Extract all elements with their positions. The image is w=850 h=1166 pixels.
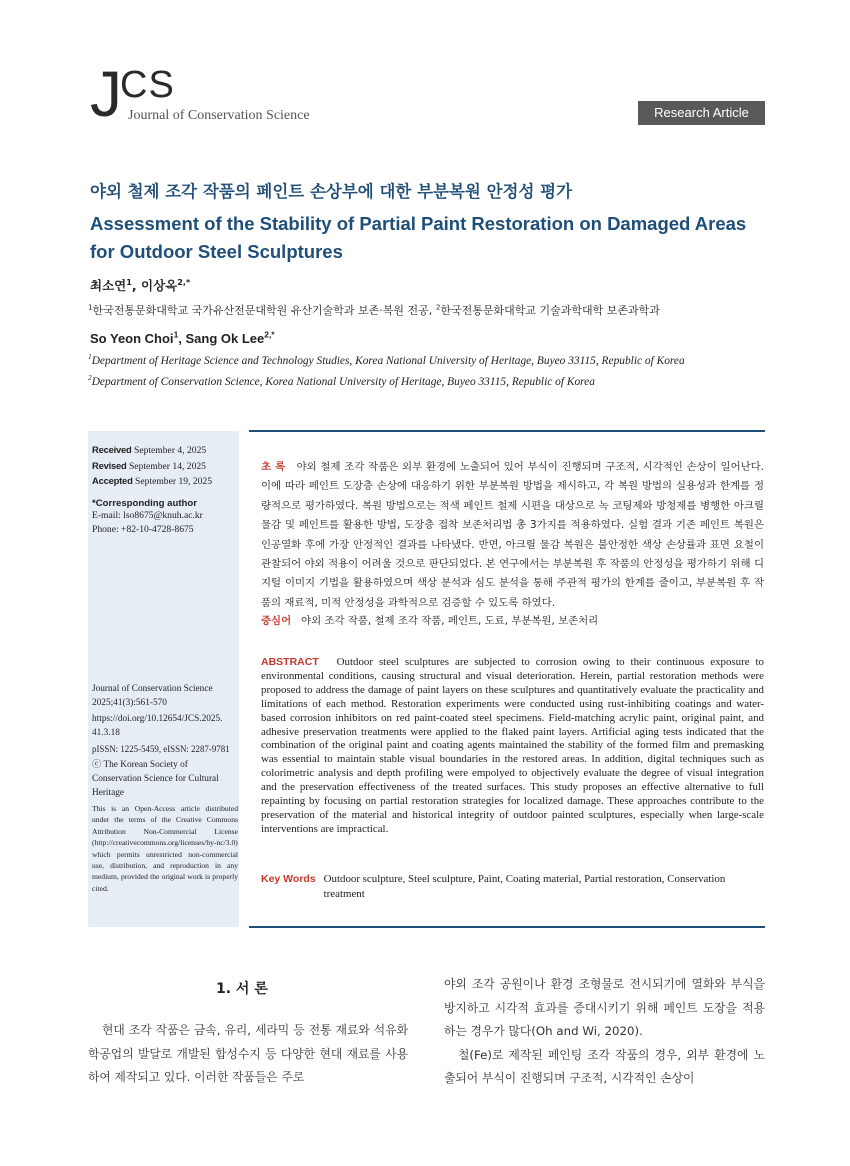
journal-logo xyxy=(90,58,350,132)
abstract-ko-label: 초 록 xyxy=(261,461,286,473)
copyright-line: ⓒ The Korean Society of Conservation Science for Cultural Heritage xyxy=(92,760,219,798)
accepted-line xyxy=(92,474,238,490)
doi-line-1[interactable]: https://doi.org/10.12654/JCS.2025. xyxy=(92,714,223,724)
author-1-en: So Yeon Choi xyxy=(90,331,174,346)
affil-en-2-sup: 2 xyxy=(88,373,92,383)
affil-en-1-text: Department of Heritage Science and Technology Studies, Korea National University of Heritage, Buyeo 33115, Republic of Korea xyxy=(91,355,685,367)
abstract-ko-text: 야외 철제 조각 작품은 외부 환경에 노출되어 있어 부식이 진행되며 구조적, 시각적인 손상이 일어난다. 이에 따라 페인트 도장층 손상에 대응하기 위한 부분복원 방법을 제시하고, 각 복원 방법의 실용성과 한계를 정량적으로 평가하였다. 복원 방법으로는 적색 페인트 철제 시편을 대상으로 녹 코팅제와 방청제를 병행한 아크릴 물감 및 페인트를 활용한 방법, 도장층 접착 보존처리법 총 3가지를 적용하였다. 실험 결과 기존 페인트 복원은 인공열화 후에 가장 안정적인 결과를 나타냈다. 반면, 아크릴 물감 복원은 불안정한 색상 손상률과 표면 요철이 관찰되어 야외 적용이 어려울 것으로 판단되었다. 본 연구에서는 부분복원 후 작품의 안정성을 평가하기 위해 디지털 이미지 기법을 활용하였으며 색상 분석과 심도 분석을 통해 주관적 평가의 한계를 줄이고, 부분복원 후 작품의 재료적, 미적 안정성을 과학적으로 검증할 수 있도록 하였다. xyxy=(261,461,764,609)
abstract-top-rule xyxy=(249,430,765,432)
received-line xyxy=(92,443,238,459)
revised-date: September 14, 2025 xyxy=(128,460,206,472)
author-1-ko-sup: 1 xyxy=(126,276,132,287)
corresponding-phone: Phone: +82-10-4728-8675 xyxy=(92,524,194,535)
citation-block xyxy=(92,682,238,894)
affiliations-korean xyxy=(88,302,660,318)
affil-ko-2-sup: 2 xyxy=(435,302,441,312)
author-2-ko-sup: 2,* xyxy=(177,276,191,287)
affil-en-1-sup: 1 xyxy=(88,352,92,362)
affiliation-en-1 xyxy=(88,352,685,367)
citation-journal: Journal of Conservation Science xyxy=(92,684,213,694)
abstract-en-text: Outdoor steel sculptures are subjected to corrosion owing to their continuous exposure to environmental conditions, causing structural and visual deterioration. Herein, partial restoration methods were proposed to address the damage of paint layers on these sculptures and quantitatively evaluate the practicality and limitations of each method. Restoration experiments were conducted using rust-inhibiting coatings and water-based corrosion inhibitors on red paint-coated steel specimens. Field-matching acrylic paint, original paint, and adhesive preservation treatments were applied to the flaked paint layers. Artificial aging tests indicated that the combination of the original paint and coating agents maintained the stability of the formed film and premasking was essential to maintain stable visual boundaries in the restored areas. In addition, digital techniques such as colorimetric analysis and depth profiling were empolyed to objectively evaluate the degree of visual integration and the preservation effectiveness of the treated surfaces. This study proposes an effective alternative to full repainting by focusing on partial restoration strategies for localized damage. These approaches contribute to the preservation of the material and historical integrity of outdoor painted sculptures, especially when large-scale interventions are impractical. xyxy=(261,656,764,835)
body-left-paragraph: 현대 조각 작품은 금속, 유리, 세라믹 등 전통 재료와 석유화학공업의 발달로 개발된 합성수지 등 다양한 현대 재료를 사용하여 제작되고 있다. 이러한 작품들은 주로 xyxy=(88,1023,408,1085)
keywords-korean xyxy=(261,612,764,627)
affiliation-en-2 xyxy=(88,373,595,388)
corresponding-author-title: *Corresponding author xyxy=(92,497,197,509)
logo-letter-j: J xyxy=(90,58,122,130)
body-right-paragraph-2: 철(Fe)로 제작된 페인팅 조각 작품의 경우, 외부 환경에 노출되어 부식이 진행되며 구조적, 시각적인 손상이 xyxy=(444,1047,765,1086)
author-2-en: Sang Ok Lee xyxy=(185,331,265,346)
accepted-date: September 19, 2025 xyxy=(135,476,213,487)
affil-en-2-text: Department of Conservation Science, Korea National University of Heritage, Buyeo 33115, Republic of Korea xyxy=(91,376,595,388)
keywords-ko-label: 중심어 xyxy=(261,615,292,627)
affil-ko-1: 한국전통문화대학교 국가유산전문대학원 유산기술학과 보존·복원 전공, xyxy=(92,304,436,317)
abstract-bottom-rule xyxy=(249,926,765,928)
citation-volume: 2025;41(3):561-570 xyxy=(92,698,167,708)
title-english: Assessment of the Stability of Partial Paint Restoration on Damaged Areas for Outdoor Steel Sculptures xyxy=(90,213,747,262)
abstract-english xyxy=(261,656,764,837)
abstract-korean xyxy=(261,458,764,613)
logo-letters-cs: CS xyxy=(120,64,175,106)
abstract-en-label: ABSTRACT xyxy=(261,656,319,668)
affil-ko-2: 한국전통문화대학교 기술과학대학 보존과학과 xyxy=(440,304,660,317)
keywords-ko-text: 야외 조각 작품, 철제 조각 작품, 페인트, 도료, 부분복원, 보존처리 xyxy=(301,615,599,627)
keywords-english xyxy=(261,872,764,902)
author-2-ko: 이상옥 xyxy=(141,278,178,293)
body-left-column xyxy=(88,1019,408,1090)
author-separator: , xyxy=(131,278,141,293)
body-right-column xyxy=(444,973,765,1091)
authors-korean xyxy=(90,276,190,294)
author-1-en-sup: 1 xyxy=(173,329,179,340)
title-korean: 야외 철제 조각 작품의 페인트 손상부에 대한 부분복원 안정성 평가 xyxy=(90,182,573,201)
section-heading-introduction: 1. 서 론 xyxy=(216,981,268,997)
license-text: This is an Open-Access article distributed under the terms of the Creative Commons Attribution Non-Commercial License (http://creativecommons.org/licenses/by-nc/3.0) which permits unrestricted non-commercial use, distribution, and reproduction in any medium, provided the original work is properly cited. xyxy=(92,804,238,893)
revised-line xyxy=(92,459,238,475)
affil-ko-1-sup: 1 xyxy=(88,302,93,312)
revised-label: Revised xyxy=(92,459,127,471)
doi-line-2[interactable]: 41.3.18 xyxy=(92,728,120,738)
author-separator-en: , xyxy=(178,331,186,346)
issn-line: pISSN: 1225-5459, eISSN: 2287-9781 xyxy=(92,744,230,754)
received-date: September 4, 2025 xyxy=(133,445,207,456)
author-2-en-sup: 2,* xyxy=(264,329,275,340)
journal-name: Journal of Conservation Science xyxy=(128,108,310,123)
authors-english xyxy=(90,331,275,346)
author-1-ko: 최소연 xyxy=(90,278,127,293)
corresponding-email[interactable]: E-mail: lso8675@knuh.ac.kr xyxy=(92,509,203,521)
accepted-label: Accepted xyxy=(92,475,133,486)
received-label: Received xyxy=(92,444,132,455)
article-type-badge: Research Article xyxy=(638,101,765,125)
body-right-paragraph-1: 야외 조각 공원이나 환경 조형물로 전시되기에 열화와 부식을 방지하고 시각적 효과를 증대시키기 위해 페인트 도장을 적용하는 경우가 많다(Oh and Wi, 2020). xyxy=(444,977,765,1039)
article-info-sidebar xyxy=(88,431,239,927)
keywords-en-text: Outdoor sculpture, Steel sculpture, Paint, Coating material, Partial restoration, Conservation treatment xyxy=(323,873,726,900)
dates-block xyxy=(92,443,238,538)
keywords-en-label: Key Words xyxy=(261,873,316,885)
